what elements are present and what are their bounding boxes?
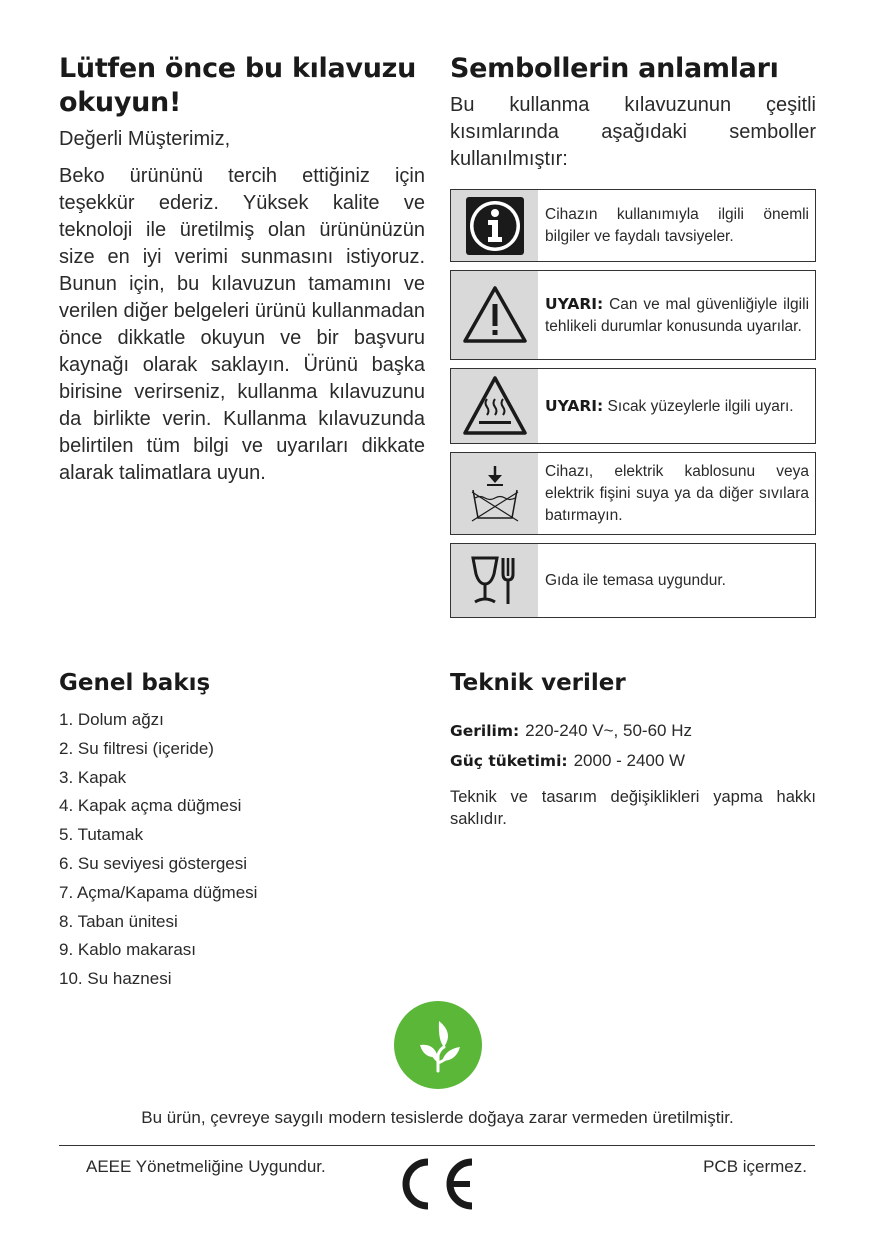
info-icon xyxy=(451,190,538,261)
list-item: 5. Tutamak xyxy=(59,825,144,845)
greeting: Değerli Müşterimiz, xyxy=(59,128,231,150)
eco-leaf-icon xyxy=(394,1001,482,1089)
power-row xyxy=(450,746,816,776)
list-item: 4. Kapak açma düğmesi xyxy=(59,796,242,816)
intro-title: Lütfen önce bu kılavuzu okuyun! xyxy=(59,53,416,118)
list-item: 8. Taban ünitesi xyxy=(59,911,178,931)
tech-section xyxy=(450,716,816,830)
symbol-row-food-safe xyxy=(450,543,816,618)
symbols-intro: Bu kullanma kılavuzunun çeşitli kısımlarında aşağıdaki semboller kullanılmıştır: xyxy=(450,94,816,170)
voltage-value: 220-240 V~, 50-60 Hz xyxy=(525,721,692,740)
intro-section xyxy=(59,52,425,487)
power-label: Güç tüketimi: xyxy=(450,752,568,770)
voltage-row xyxy=(450,716,816,746)
list-item: 10. Su haznesi xyxy=(59,969,172,989)
symbol-3-bold: UYARI: xyxy=(545,396,604,415)
symbol-row-warning xyxy=(450,270,816,360)
symbol-1-text: Cihazın kullanımıyla ilgili önemli bilgiler ve faydalı tavsiyeler. xyxy=(545,206,809,245)
symbols-title: Sembollerin anlamları xyxy=(450,53,779,84)
list-item: 6. Su seviyesi göstergesi xyxy=(59,853,248,873)
symbols-section xyxy=(450,52,816,173)
tech-note: Teknik ve tasarım değişiklikleri yapma hakkı saklıdır. xyxy=(450,788,816,828)
ce-mark-icon xyxy=(398,1156,476,1212)
list-item: 9. Kablo makarası xyxy=(59,940,197,960)
symbol-2-bold: UYARI: xyxy=(545,294,604,313)
aeee-note: AEEE Yönetmeliğine Uygundur. xyxy=(86,1157,326,1176)
symbol-3-text: Sıcak yüzeylerle ilgili uyarı. xyxy=(607,397,794,415)
power-value: 2000 - 2400 W xyxy=(573,751,686,770)
no-immersion-icon xyxy=(451,453,538,534)
tech-title: Teknik veriler xyxy=(450,670,626,696)
overview-title: Genel bakış xyxy=(59,670,211,696)
voltage-label: Gerilim: xyxy=(450,722,520,740)
list-item: 2. Su filtresi (içeride) xyxy=(59,738,214,758)
symbol-5-text: Gıda ile temasa uygundur. xyxy=(545,572,726,589)
intro-body: Beko ürününü tercih ettiğiniz için teşekkür ederiz. Yüksek kalite ve teknoloji ile üretilmiş olan ürününüzün size en iyi verimi sunmasını istiyoruz. Bunun için, bu kılavuzun tamamını ve verilen diğer belgeleri ürünü kullanmadan önce dikkatle okuyun ve bir başvuru kaynağı olarak saklayın. Ürünü başka birisine verirseniz, kullanma kılavuzunu da birlikte verin. Kullanma kılavuzunda belirtilen tüm bilgi ve uyarıları dikkate alarak talimatlara uyun. xyxy=(59,165,425,484)
warning-triangle-icon xyxy=(451,271,538,359)
symbol-2-text: Can ve mal güvenliğiyle ilgili tehlikeli durumlar konusunda uyarılar. xyxy=(545,295,810,335)
overview-list xyxy=(59,706,257,994)
eco-note: Bu ürün, çevreye saygılı modern tesislerde doğaya zarar vermeden üretilmiştir. xyxy=(141,1108,734,1127)
symbol-4-text: Cihazı, elektrik kablosunu veya elektrik fişini suya ya da diğer sıvılara batırmayın. xyxy=(545,463,809,524)
hot-surface-icon xyxy=(451,369,538,443)
symbol-row-no-immersion xyxy=(450,452,816,535)
pcb-note: PCB içermez. xyxy=(703,1157,807,1176)
food-safe-icon xyxy=(451,544,538,617)
list-item: 3. Kapak xyxy=(59,767,127,787)
symbol-row-hot-surface xyxy=(450,368,816,444)
list-item: 7. Açma/Kapama düğmesi xyxy=(59,882,258,902)
divider xyxy=(59,1145,815,1146)
symbol-row-info xyxy=(450,189,816,262)
list-item: 1. Dolum ağzı xyxy=(59,710,164,729)
